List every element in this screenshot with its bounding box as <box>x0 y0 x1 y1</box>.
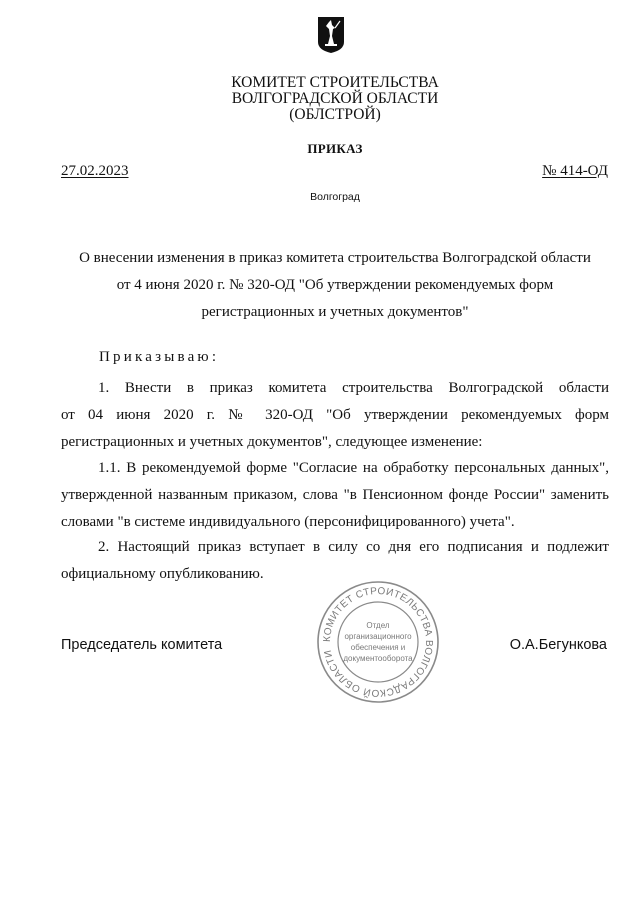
date-value: 27.02.2023 <box>61 163 129 179</box>
number-prefix: № <box>542 163 561 179</box>
stamp-center-line: Отдел <box>366 621 390 630</box>
organization-name <box>0 75 640 123</box>
paragraph-line: утвержденной названным приказом, слова "в Пенсионном фонде России" заменить <box>61 487 609 503</box>
round-stamp <box>316 580 440 704</box>
document-city: Волгоград <box>310 191 360 203</box>
org-line: КОМИТЕТ СТРОИТЕЛЬСТВА <box>231 74 439 91</box>
paragraph-line: регистрационных и учетных документов", следующее изменение: <box>61 434 483 450</box>
document-subject <box>60 245 610 326</box>
paragraph-line: официальному опубликованию. <box>61 566 264 582</box>
stamp-center-line: обеспечения и <box>350 643 406 652</box>
signer-title: Председатель комитета <box>61 637 223 653</box>
document-type: ПРИКАЗ <box>307 141 363 156</box>
paragraph-line: 1. Внести в приказ комитета строительства Волгоградской области <box>98 380 609 396</box>
paragraph-1-1 <box>61 455 609 536</box>
subject-line: О внесении изменения в приказ комитета строительства Волгоградской области <box>79 250 591 266</box>
document-number <box>542 163 608 180</box>
stamp-center-line: организационного <box>344 632 412 641</box>
paragraph-1 <box>61 375 609 456</box>
subject-line: от 4 июня 2020 г. № 320-ОД "Об утверждении рекомендуемых форм <box>116 277 554 293</box>
order-heading: Приказываю: <box>99 349 220 365</box>
paragraph-line: словами "в системе индивидуального (персонифицированного) учета". <box>61 514 515 530</box>
volgograd-emblem-icon <box>317 16 345 54</box>
document-date <box>61 163 129 180</box>
subject-line: регистрационных и учетных документов" <box>201 304 469 320</box>
number-value: 414-ОД <box>560 163 608 179</box>
stamp-inner-ring <box>338 602 418 682</box>
stamp-center-line: документооборота <box>343 654 413 663</box>
stamp-outer-ring <box>318 582 438 702</box>
signer-name: О.А.Бегункова <box>509 637 607 653</box>
org-line: (ОБЛСТРОЙ) <box>289 106 381 123</box>
paragraph-line: 1.1. В рекомендуемой форме "Согласие на обработку персональных данных", <box>98 460 609 476</box>
org-line: ВОЛГОГРАДСКОЙ ОБЛАСТИ <box>231 90 439 107</box>
paragraph-line: 2. Настоящий приказ вступает в силу со дня его подписания и подлежит <box>98 539 609 555</box>
paragraph-line: от 04 июня 2020 г. № 320-ОД "Об утверждении рекомендуемых форм <box>61 407 609 423</box>
stamp-ring-text: КОМИТЕТ СТРОИТЕЛЬСТВА ВОЛГОГРАДСКОЙ ОБЛАСТИ <box>321 585 435 699</box>
